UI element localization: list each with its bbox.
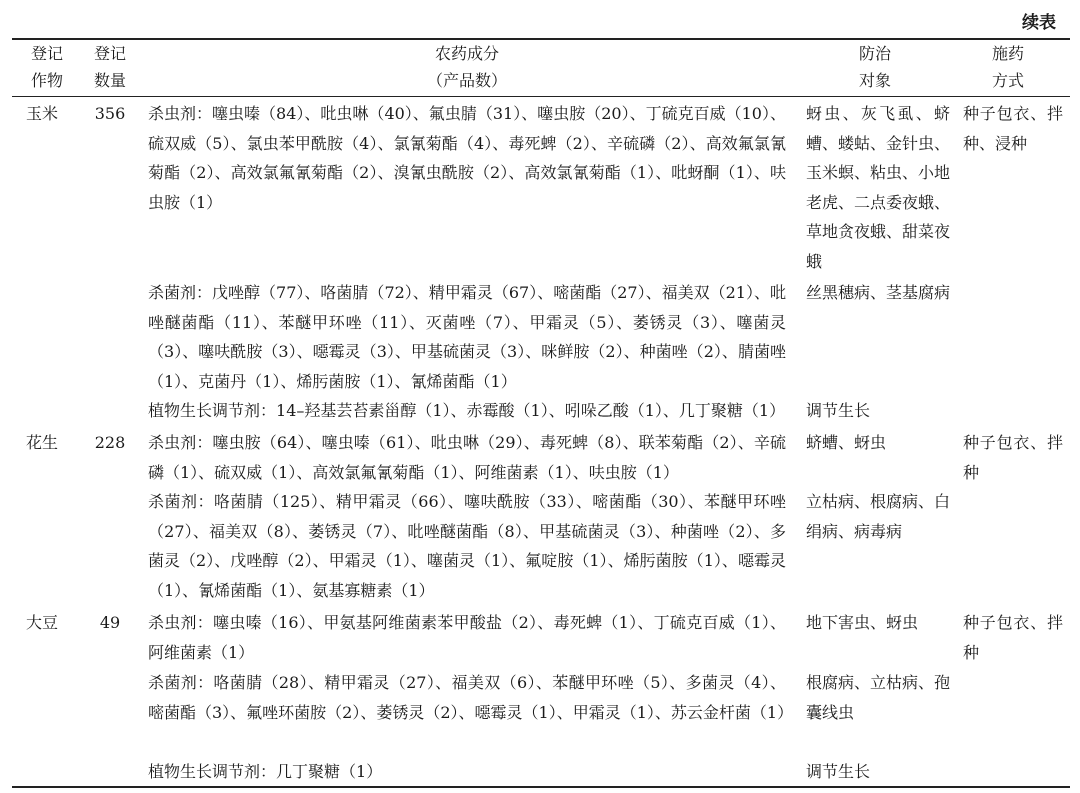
group-label: 植物生长调节剂： <box>148 401 277 420</box>
header-ingredient-line1: 农药成分 <box>434 44 499 63</box>
ingredient-list: 咯菌腈（28）、精甲霜灵（27）、福美双（6）、苯醚甲环唑（5）、多菌灵（4）、嘧菌酯（3）、氟唑环菌胺（2）、萎锈灵（2）、噁霉灵（1）、甲霜灵（1）、苏云金杆菌（1） <box>148 673 794 722</box>
group-label: 杀菌剂： <box>148 283 213 302</box>
header-crop <box>22 40 72 94</box>
header-ingredient <box>367 40 567 94</box>
header-crop-line1: 登记 <box>30 44 63 63</box>
row-corn-insecticide-target: 蚜虫、灰飞虱、蛴螬、蝼蛄、金针虫、玉米螟、粘虫、小地老虎、二点委夜蛾、草地贪夜蛾、甜菜夜蛾 <box>806 104 951 271</box>
row-soybean-fungicide-target: 根腐病、立枯病、孢囊线虫 <box>806 673 951 722</box>
ingredient-list: 戊唑醇（77）、咯菌腈（72）、精甲霜灵（67）、嘧菌酯（27）、福美双（21）、吡唑醚菌酯（11）、苯醚甲环唑（11）、灭菌唑（7）、甲霜灵（5）、萎锈灵（3）、噻菌灵（3）、噻呋酰胺（3）、噁霉灵（3）、甲基硫菌灵（3）、咪鲜胺（2）、种菌唑（2）、腈菌唑（1）、克菌丹（1）、烯肟菌胺（1）、氰烯菌酯（1） <box>148 283 786 391</box>
bottom-rule <box>12 786 1070 788</box>
row-soybean-insecticide-target: 地下害虫、蚜虫 <box>806 613 919 632</box>
continued-label: 续表 <box>1022 13 1056 33</box>
header-target-line2: 对象 <box>858 71 891 90</box>
header-count <box>84 40 136 94</box>
group-label: 杀虫剂： <box>148 613 214 632</box>
header-count-line2: 数量 <box>93 71 126 90</box>
row-soybean-regulator-target: 调节生长 <box>806 762 871 781</box>
header-ingredient-line2: （产品数） <box>426 71 507 90</box>
row-corn-fungicide <box>148 278 786 396</box>
row-soybean-count: 49 <box>99 613 121 632</box>
row-corn-fungicide-target: 丝黑穗病、茎基腐病 <box>806 283 951 302</box>
row-peanut-insecticide <box>148 428 786 487</box>
header-method-line1: 施药 <box>991 44 1024 63</box>
ingredient-list: 噻虫嗪（84）、吡虫啉（40）、氟虫腈（31）、噻虫胺（20）、丁硫克百威（10）、硫双威（5）、氯虫苯甲酰胺（4）、氯氰菊酯（4）、毒死蜱（2）、辛硫磷（2）、高效氟氯氰菊酯（2）、高效氯氟氰菊酯（2）、溴氰虫酰胺（2）、高效氯氰菊酯（1）、吡蚜酮（1）、呋虫胺（1） <box>148 104 786 212</box>
row-corn-count: 356 <box>94 104 126 123</box>
header-rule <box>12 96 1070 97</box>
header-target <box>835 40 915 94</box>
row-peanut-count: 228 <box>94 433 126 452</box>
ingredient-list: 几丁聚糖（1） <box>276 762 383 781</box>
ingredient-list: 咯菌腈（125）、精甲霜灵（66）、噻呋酰胺（33）、嘧菌酯（30）、苯醚甲环唑（27）、福美双（8）、萎锈灵（7）、吡唑醚菌酯（8）、甲基硫菌灵（3）、种菌唑（2）、多菌灵（2）、戊唑醇（2）、甲霜灵（1）、噻菌灵（1）、氟啶胺（1）、烯肟菌胺（1）、噁霉灵（1）、氰烯菌酯（1）、氨基寡糖素（1） <box>148 492 786 600</box>
group-label: 杀虫剂： <box>148 104 213 123</box>
row-peanut-fungicide <box>148 487 786 605</box>
group-label: 杀菌剂： <box>148 492 214 511</box>
row-peanut-crop: 花生 <box>26 433 59 452</box>
row-corn-crop: 玉米 <box>26 104 59 123</box>
ingredient-list: 14–羟基芸苔素甾醇（1）、赤霉酸（1）、吲哚乙酸（1）、几丁聚糖（1） <box>276 401 786 420</box>
header-method-line2: 方式 <box>991 71 1024 90</box>
ingredient-list: 噻虫胺（64）、噻虫嗪（61）、吡虫啉（29）、毒死蜱（8）、联苯菊酯（2）、辛硫磷（1）、硫双威（1）、高效氯氟氰菊酯（1）、阿维菌素（1）、呋虫胺（1） <box>148 433 786 482</box>
header-crop-line2: 作物 <box>30 71 63 90</box>
row-soybean-fungicide <box>148 668 794 727</box>
row-peanut-insecticide-target: 蛴螬、蚜虫 <box>806 433 887 452</box>
group-label: 杀虫剂： <box>148 433 213 452</box>
row-soybean-regulator <box>148 757 786 787</box>
row-corn-insecticide <box>148 99 786 217</box>
row-corn-method: 种子包衣、拌种、浸种 <box>963 104 1063 153</box>
ingredient-list: 噻虫嗪（16）、甲氨基阿维菌素苯甲酸盐（2）、毒死蜱（1）、丁硫克百威（1）、阿维菌素（1） <box>148 613 786 662</box>
row-corn-regulator-target: 调节生长 <box>806 401 871 420</box>
row-peanut-fungicide-target: 立枯病、根腐病、白绢病、病毒病 <box>806 492 951 541</box>
group-label: 杀菌剂： <box>148 673 214 692</box>
row-soybean-crop: 大豆 <box>26 613 59 632</box>
row-soybean-insecticide <box>148 608 786 667</box>
row-soybean-method: 种子包衣、拌种 <box>963 613 1063 662</box>
row-peanut-method: 种子包衣、拌种 <box>963 433 1063 482</box>
group-label: 植物生长调节剂： <box>148 762 277 781</box>
header-count-line1: 登记 <box>93 44 126 63</box>
row-corn-regulator <box>148 396 786 426</box>
header-method <box>968 40 1048 94</box>
header-target-line1: 防治 <box>858 44 891 63</box>
